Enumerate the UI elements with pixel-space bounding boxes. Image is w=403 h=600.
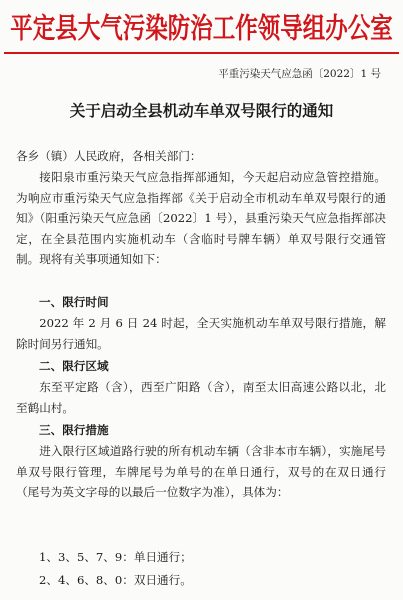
section-heading-area: 二、限行区域: [39, 359, 109, 373]
section-heading-time: 一、限行时间: [39, 295, 109, 309]
red-header-rule: [4, 52, 399, 54]
section-heading-measures: 三、限行措施: [39, 423, 109, 437]
section-text-area: 东至平定路（含），西至广阳路（含），南至太旧高速公路以北，北至鹤山村。: [16, 380, 386, 415]
issuing-office-header: 平定县大气污染防治工作领导组办公室: [10, 12, 393, 45]
document-title: 关于启动全县机动车单双号限行的通知: [69, 101, 334, 120]
section-text-measures: 进入限行区域道路行驶的所有机动车辆（含非本市车辆），实施尾号单双号限行管理，车牌尾号为单号的在单日通行，双号的在双日通行（尾号为英文字母的以最后一位数字为准），具体为：: [16, 444, 386, 500]
intro-paragraph: 接阳泉市重污染天气应急指挥部通知，今天起启动应急管控措施。为响应市重污染天气应急指挥部《关于启动全市机动车单双号限行的通知》（阳重污染天气应急函〔2022〕1 号），县重污染天气应急指挥部决定，在全县范围内实施机动车（含临时号牌车辆）单双号限行交通管制。现将有关事项通知如下：: [16, 170, 386, 267]
salutation: 各乡（镇）人民政府，各相关部门：: [16, 149, 202, 163]
section-text-time: 2022 年 2 月 6 日 24 时起，全天实施机动车单双号限行措施，解除时间另行通知。: [16, 316, 386, 351]
rule-even-days: 2、4、6、8、0：双日通行。: [39, 573, 192, 587]
rule-odd-days: 1、3、5、7、9：单日通行；: [39, 550, 192, 564]
document-number: 平重污染天气应急函〔2022〕1 号: [218, 68, 381, 80]
